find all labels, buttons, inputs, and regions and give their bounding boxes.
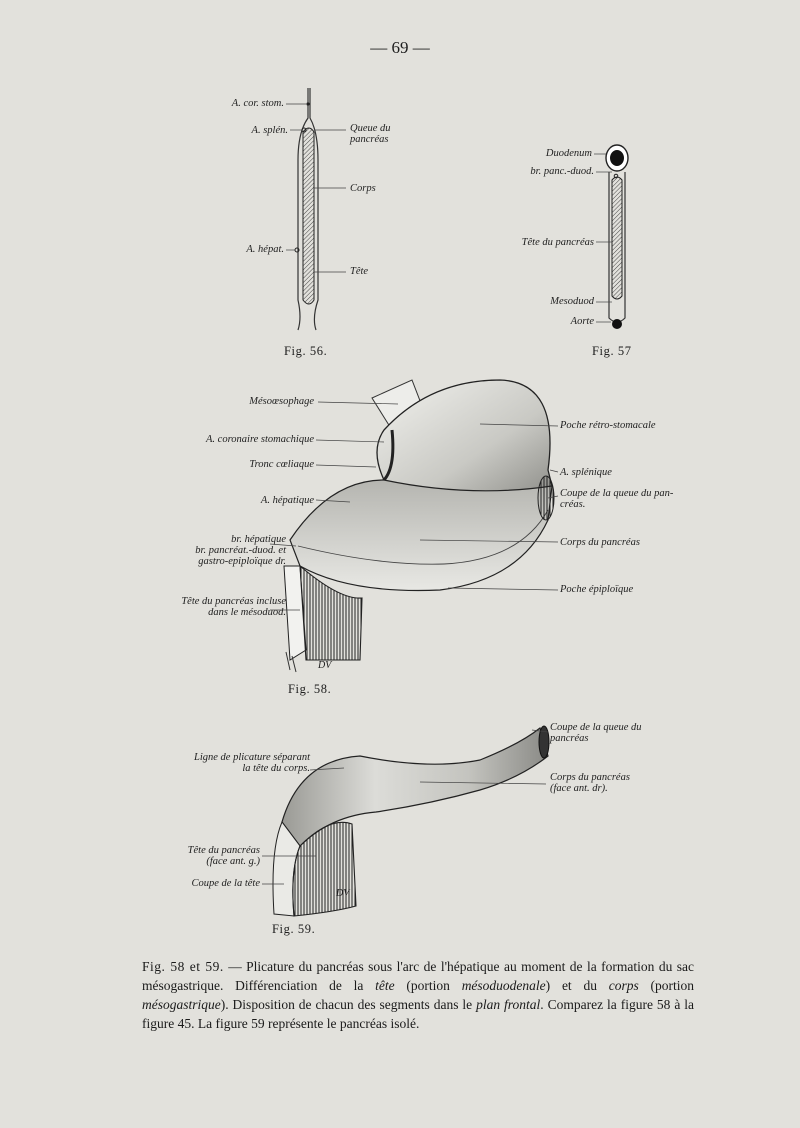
label-ligne-de-plicature: Ligne de plicature séparant la tête du corps. [194,752,310,774]
figure-59-drawing [0,700,800,945]
figure-58-caption: Fig. 58. [288,682,332,696]
label-poche-epiploique: Poche épiploïque [560,584,634,595]
svg-text:DV: DV [336,888,350,899]
svg-text:DV: DV [318,660,332,671]
label-mesoduod: Mesoduod [550,296,594,307]
label-tronc-coeliaque: Tronc cœliaque [249,459,314,470]
label-a-splen: A. splén. [251,125,288,136]
label-tete-du-pancreas: Tête du pancréas [521,237,594,248]
label-corps-du-pancreas: Corps du pancréas [560,537,640,548]
label-a-splenique: A. splénique [560,467,612,478]
caption-tete: tête [375,978,395,993]
figure-56-drawing [0,0,400,370]
label-coupe-queue-pancreas: Coupe de la queue du pan- créas. [560,488,674,510]
label-coupe-de-la-tete: Coupe de la tête [191,878,260,889]
caption-corps: corps [608,978,639,993]
label-mesooesophage: Mésoœsophage [249,396,314,407]
caption-mesoduodenale: mésoduodenale [461,978,546,993]
label-br-panc-duod: br. panc.-duod. [530,166,594,177]
label-a-cor-stom: A. cor. stom. [231,98,284,109]
label-tete-du-pancreas-59: Tête du pancréas (face ant. g.) [187,845,260,867]
figure-58 [0,370,800,700]
caption-text-1: — Plicature du pancréas sous l'arc de l'hépatique au moment de la formation du sac mésogastrique. Différenciation de la [142,959,694,993]
label-a-hepat: A. hépat. [246,244,284,255]
label-duodenum: Duodenum [545,148,592,159]
label-aorte: Aorte [570,316,594,327]
caption-fig-ref: Fig. 58 et 59. [142,959,224,974]
figure-57-caption: Fig. 57 [592,344,632,358]
label-a-coronaire-stomachique: A. coronaire stomachique [206,434,314,445]
figure-59-caption: Fig. 59. [272,922,316,936]
label-br-hepatique: br. hépatique br. pancréat.-duod. et gastro-epiploïque dr. [195,534,286,567]
figure-59 [0,700,800,945]
label-poche-retro-stomacale: Poche rétro-stomacale [560,420,656,431]
caption-mesogastrique: mésogastrique [142,997,221,1012]
caption-text-2: (portion [394,978,462,993]
label-a-hepatique: A. hépatique [260,495,314,506]
caption-text-5: ). Disposition de chacun des segments dans le [220,997,477,1012]
figure-58-drawing [0,370,800,700]
label-tete-du-pancreas-incluse: Tête du pancréas incluse dans le mésoduod. [181,596,286,618]
label-tete: Tête [350,266,369,277]
caption-text-3: ) et du [545,978,609,993]
caption-text-6: . Comparez la figure 58 à la figure 45. La figure 59 représente le pancréas isolé. [142,997,694,1031]
caption-text-4: (portion [638,978,694,993]
label-corps: Corps [350,183,376,194]
label-queue-du-pancreas: Queue du pancréas [350,123,391,145]
label-coupe-queue-pancreas-59: Coupe de la queue du pancréas [550,722,642,744]
page-number: — 69 — [370,38,430,57]
figure-56 [0,0,400,370]
figure-57 [400,0,800,370]
caption-plan-frontal: plan frontal [476,997,541,1012]
figure-caption-58-59 [142,957,694,1033]
label-corps-du-pancreas-59: Corps du pancréas (face ant. dr). [550,772,630,794]
figure-56-caption: Fig. 56. [284,344,328,358]
figure-57-drawing [400,0,800,370]
